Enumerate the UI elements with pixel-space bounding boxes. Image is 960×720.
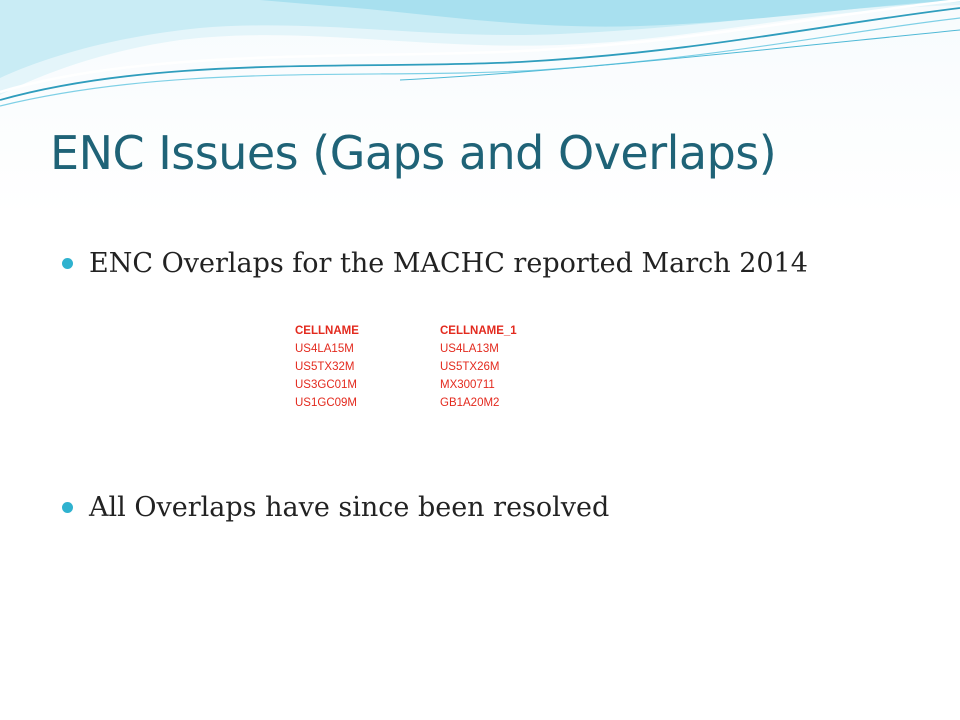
table-cell: GB1A20M2 <box>440 397 500 409</box>
table-cell: US4LA15M <box>295 343 354 355</box>
table-cell: US5TX26M <box>440 361 500 373</box>
table-cell: US3GC01M <box>295 379 357 391</box>
table-row <box>295 376 550 394</box>
column-header: CELLNAME <box>295 325 359 337</box>
table-row <box>295 394 550 412</box>
table-row <box>295 340 550 358</box>
table-cell: US5TX32M <box>295 361 355 373</box>
slide-title: ENC Issues (Gaps and Overlaps) <box>50 126 777 180</box>
table-header-row <box>295 322 550 340</box>
header-wave-decoration <box>0 0 960 120</box>
overlap-table <box>295 322 550 412</box>
bullet-text: ENC Overlaps for the MACHC reported March 2014 <box>89 248 808 279</box>
bullet-dot-icon <box>62 258 73 269</box>
bullet-dot-icon <box>62 502 73 513</box>
table-row <box>295 358 550 376</box>
bullet-item <box>62 490 829 526</box>
table-cell: US4LA13M <box>440 343 499 355</box>
column-header: CELLNAME_1 <box>440 325 517 337</box>
table-cell: MX300711 <box>440 379 495 391</box>
bullet-item <box>62 246 829 282</box>
table-cell: US1GC09M <box>295 397 357 409</box>
bullet-text: All Overlaps have since been resolved <box>89 492 610 523</box>
